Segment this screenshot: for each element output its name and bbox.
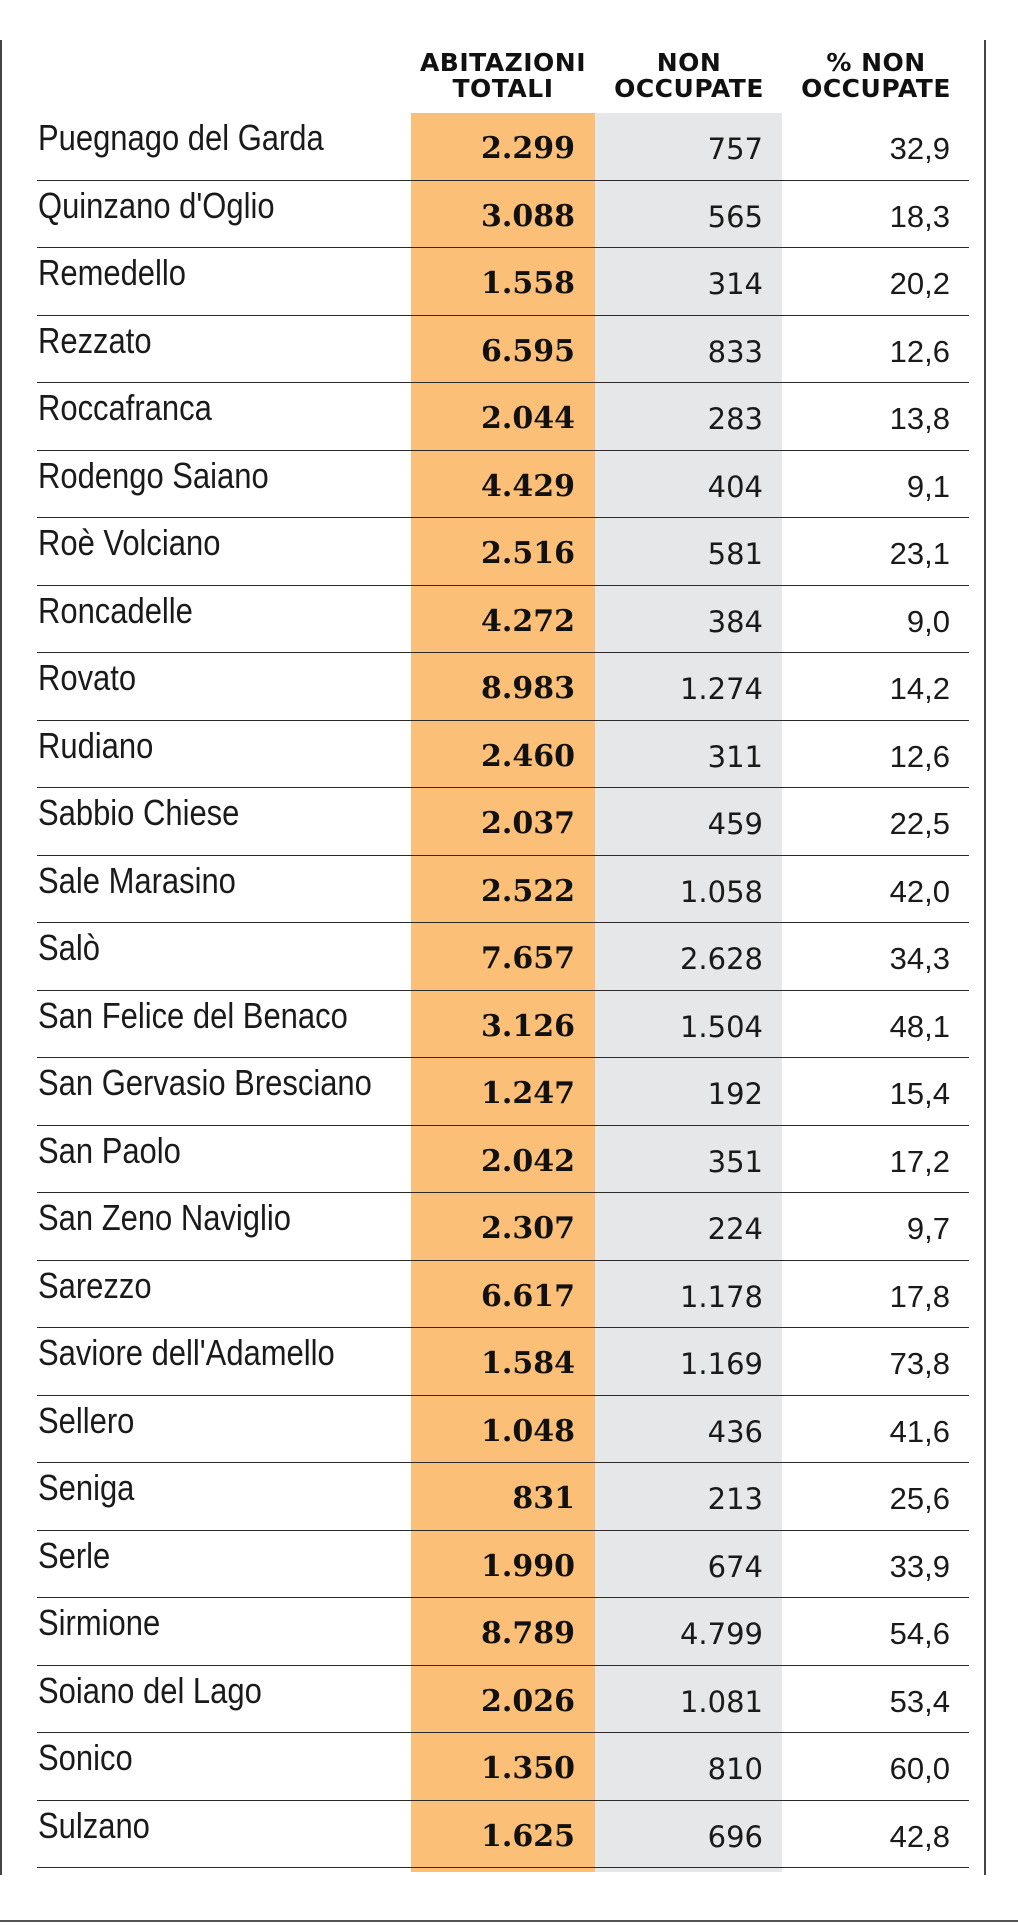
table-row [0,1666,1018,1734]
comune-name: Sale Marasino [38,859,236,901]
non-occupate-value: 1.274 [679,672,763,706]
table-row [0,1126,1018,1194]
table-row [0,1396,1018,1464]
comune-name: Quinzano d'Oglio [38,184,275,226]
abitazioni-totali-value: 2.042 [481,1143,575,1179]
non-occupate-value: 696 [707,1819,763,1854]
row-divider [37,1867,969,1868]
non-occupate-value: 581 [707,537,763,571]
abitazioni-totali-value: 1.584 [481,1346,575,1381]
abitazioni-totali-value: 8.983 [481,671,575,706]
comune-name: Rudiano [38,724,154,766]
abitazioni-totali-value: 1.247 [481,1076,575,1111]
comune-name: Sonico [38,1737,133,1778]
table-row [0,991,1018,1059]
non-occupate-value: 4.799 [679,1617,763,1651]
comune-name: Roncadelle [38,589,193,631]
header-non-occupate: NON OCCUPATE [614,48,764,103]
non-occupate-value: 1.169 [679,1347,763,1381]
percent-non-occupate-value: 23,1 [889,536,950,571]
comune-name: San Gervasio Bresciano [38,1062,372,1103]
table-row [0,653,1018,721]
non-occupate-value: 757 [707,132,763,166]
comune-name: San Zeno Naviglio [38,1197,291,1238]
non-occupate-value: 311 [707,739,763,774]
percent-non-occupate-value: 32,9 [889,131,950,166]
non-occupate-value: 436 [707,1414,763,1449]
comune-name: Serle [38,1534,111,1576]
non-occupate-value: 833 [707,334,763,369]
table-row [0,383,1018,451]
non-occupate-value: 1.504 [679,1009,763,1044]
percent-non-occupate-value: 20,2 [889,266,950,301]
abitazioni-totali-value: 4.272 [481,603,575,639]
comune-name: Rodengo Saiano [38,454,269,496]
percent-non-occupate-value: 48,1 [889,1008,950,1044]
abitazioni-totali-value: 2.516 [481,536,575,571]
comune-name: Sulzano [38,1804,150,1846]
non-occupate-value: 1.178 [679,1279,763,1314]
comune-name: Sirmione [38,1602,161,1643]
percent-non-occupate-value: 9,7 [906,1211,950,1246]
table-row [0,721,1018,789]
non-occupate-value: 459 [707,807,763,841]
comune-name: Seniga [38,1467,135,1508]
comune-name: San Paolo [38,1129,181,1171]
table-row [0,856,1018,924]
percent-non-occupate-value: 73,8 [889,1346,950,1381]
percent-non-occupate-value: 34,3 [889,941,950,976]
abitazioni-totali-value: 2.522 [481,873,575,909]
table-row [0,1733,1018,1801]
abitazioni-totali-value: 3.126 [481,1008,575,1044]
comune-name: Remedello [38,252,187,293]
abitazioni-totali-value: 6.595 [481,333,575,369]
percent-non-occupate-value: 22,5 [889,806,950,841]
percent-non-occupate-value: 14,2 [889,671,950,706]
abitazioni-totali-value: 4.429 [481,468,575,504]
non-occupate-value: 384 [707,604,763,639]
abitazioni-totali-value: 1.558 [481,266,575,301]
percent-non-occupate-value: 9,1 [906,468,950,504]
table-row [0,1463,1018,1531]
non-occupate-value: 283 [707,402,763,436]
percent-non-occupate-value: 12,6 [889,333,950,369]
comune-name: Puegnago del Garda [38,117,324,158]
table-row [0,316,1018,384]
table-row [0,923,1018,991]
comune-name: San Felice del Benaco [38,994,348,1036]
table-row [0,1801,1018,1869]
non-occupate-value: 1.058 [679,874,763,909]
non-occupate-value: 314 [707,267,763,301]
non-occupate-value: 351 [707,1144,763,1179]
comune-name: Sarezzo [38,1264,152,1306]
comune-name: Saviore dell'Adamello [38,1332,335,1373]
table-row [0,586,1018,654]
percent-non-occupate-value: 15,4 [889,1076,950,1111]
comune-name: Salò [38,927,100,968]
header-abitazioni-totali: ABITAZIONI TOTALI [419,48,587,103]
abitazioni-totali-value: 1.625 [481,1818,575,1854]
comune-name: Rezzato [38,319,152,361]
comune-name: Soiano del Lago [38,1669,262,1711]
comune-name: Roccafranca [38,387,212,428]
abitazioni-totali-value: 2.026 [481,1683,575,1719]
bottom-border [0,1920,1018,1922]
percent-non-occupate-value: 33,9 [889,1548,950,1584]
abitazioni-totali-value: 6.617 [481,1278,575,1314]
percent-non-occupate-value: 18,3 [889,198,950,234]
percent-non-occupate-value: 54,6 [889,1616,950,1651]
abitazioni-totali-value: 1.990 [481,1548,575,1584]
table-row [0,181,1018,249]
non-occupate-value: 2.628 [679,942,763,976]
percent-non-occupate-value: 25,6 [889,1481,950,1516]
abitazioni-totali-value: 2.307 [481,1211,575,1246]
abitazioni-totali-value: 1.350 [481,1751,575,1786]
percent-non-occupate-value: 53,4 [889,1683,950,1719]
comune-name: Sellero [38,1399,135,1441]
table-row [0,1193,1018,1261]
percent-non-occupate-value: 42,8 [889,1818,950,1854]
table-row [0,113,1018,181]
abitazioni-totali-value: 2.460 [481,738,575,774]
abitazioni-totali-value: 8.789 [481,1616,575,1651]
percent-non-occupate-value: 13,8 [889,401,950,436]
non-occupate-value: 213 [707,1482,763,1516]
percent-non-occupate-value: 17,8 [889,1278,950,1314]
table-row [0,788,1018,856]
abitazioni-totali-value: 1.048 [481,1413,575,1449]
comune-name: Rovato [38,657,137,698]
table-row [0,1531,1018,1599]
abitazioni-totali-value: 831 [512,1481,575,1516]
percent-non-occupate-value: 12,6 [889,738,950,774]
non-occupate-value: 674 [707,1549,763,1584]
table-row [0,1598,1018,1666]
non-occupate-value: 192 [707,1077,763,1111]
table-row [0,1261,1018,1329]
table-row [0,248,1018,316]
non-occupate-value: 565 [707,199,763,234]
comune-name: Sabbio Chiese [38,792,240,833]
non-occupate-value: 1.081 [679,1684,763,1719]
percent-non-occupate-value: 17,2 [889,1143,950,1179]
non-occupate-value: 224 [707,1212,763,1246]
abitazioni-totali-value: 7.657 [481,941,575,976]
abitazioni-totali-value: 3.088 [481,198,575,234]
header-percent-non-occupate: % NON OCCUPATE [801,48,951,103]
non-occupate-value: 404 [707,469,763,504]
comune-name: Roè Volciano [38,522,221,563]
non-occupate-value: 810 [707,1752,763,1786]
percent-non-occupate-value: 60,0 [889,1751,950,1786]
abitazioni-totali-value: 2.299 [481,131,575,166]
abitazioni-totali-value: 2.037 [481,806,575,841]
abitazioni-totali-value: 2.044 [481,401,575,436]
table-row [0,451,1018,519]
percent-non-occupate-value: 42,0 [889,873,950,909]
percent-non-occupate-value: 41,6 [889,1413,950,1449]
table-row [0,1058,1018,1126]
table-row [0,1328,1018,1396]
table-row [0,518,1018,586]
percent-non-occupate-value: 9,0 [906,603,950,639]
table-header [0,50,1018,110]
